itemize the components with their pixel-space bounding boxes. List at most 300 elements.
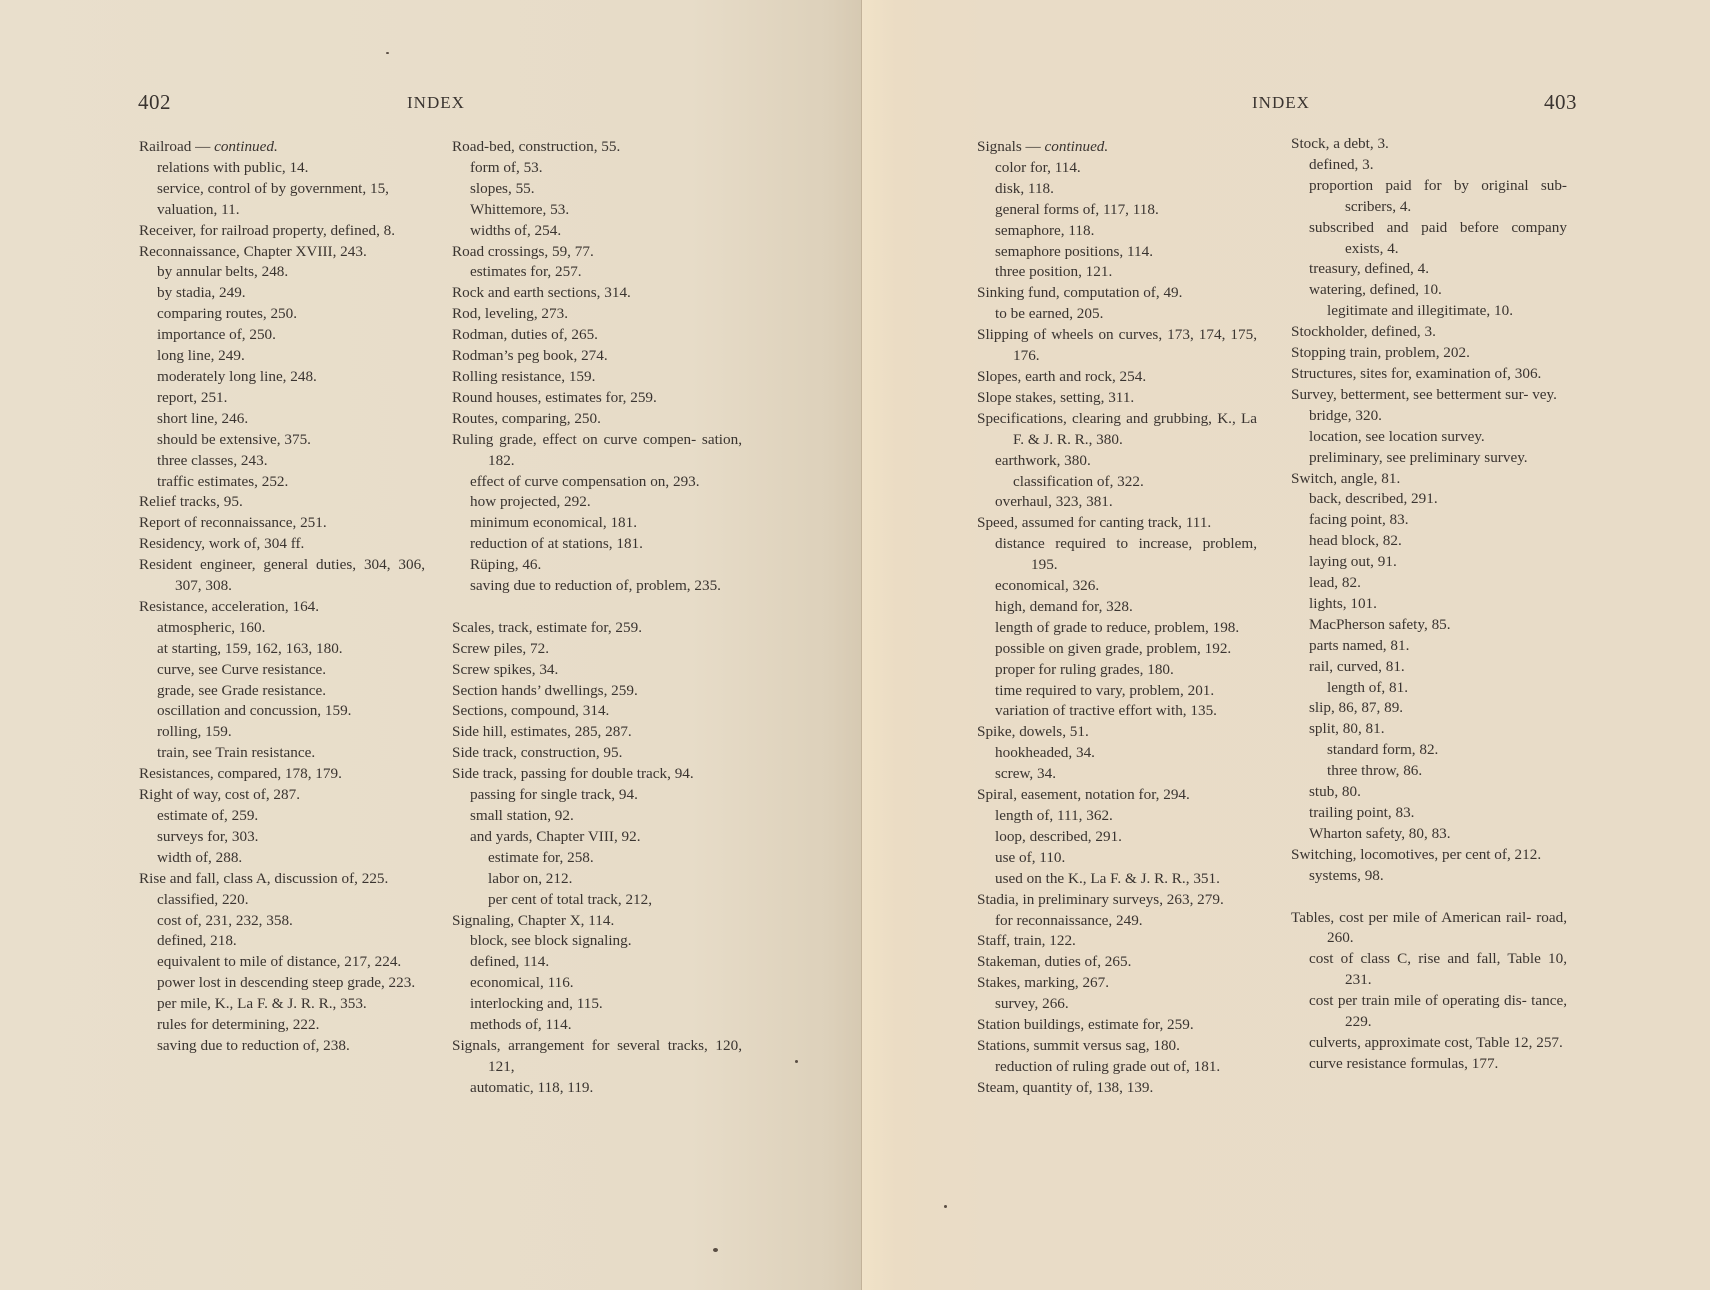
entry-text: effect of curve compensation on, 293. <box>470 472 700 490</box>
entry-text: grade, see Grade resistance. <box>157 681 327 699</box>
index-subentry <box>977 304 1257 325</box>
entry-text: Side track, construction, 95. <box>452 744 623 762</box>
index-heading <box>977 952 1257 973</box>
index-heading <box>139 869 425 890</box>
entry-text: automatic, 118, 119. <box>470 1078 594 1096</box>
index-heading <box>977 1036 1257 1057</box>
index-heading <box>139 492 425 513</box>
index-subentry <box>977 911 1257 932</box>
index-subentry <box>452 785 742 806</box>
entry-text: at starting, 159, 162, 163, 180. <box>157 639 343 657</box>
index-subentry <box>1291 866 1567 887</box>
entry-text: classification of, 322. <box>1013 472 1144 490</box>
entry-text: power lost in descending steep grade, 223. <box>157 974 416 992</box>
entry-text: by stadia, 249. <box>157 284 246 302</box>
entry-text: split, 80, 81. <box>1309 720 1385 738</box>
entry-text: Resistance, acceleration, 164. <box>139 597 320 615</box>
entry-text: Relief tracks, 95. <box>139 493 243 511</box>
index-subentry <box>977 869 1257 890</box>
index-heading <box>452 660 742 681</box>
index-subentry <box>977 262 1257 283</box>
index-subentry <box>977 681 1257 702</box>
index-heading <box>452 283 742 304</box>
index-subentry <box>1291 510 1567 531</box>
entry-text: Section hands’ dwellings, 259. <box>452 681 638 699</box>
entry-text: minimum economical, 181. <box>470 514 638 532</box>
index-heading <box>452 701 742 722</box>
index-subentry <box>977 534 1257 576</box>
index-subentry <box>977 743 1257 764</box>
entry-text: Signaling, Chapter X, 114. <box>452 911 615 929</box>
entry-text: passing for single track, 94. <box>470 786 638 804</box>
entry-text: by annular belts, 248. <box>157 263 289 281</box>
entry-text: block, see block signaling. <box>470 932 632 950</box>
entry-text: defined, 114. <box>470 953 550 971</box>
index-subsubentry <box>1291 761 1567 782</box>
entry-text: Rod, leveling, 273. <box>452 305 569 323</box>
entry-text: equivalent to mile of distance, 217, 224. <box>157 953 402 971</box>
index-subentry <box>977 200 1257 221</box>
index-heading <box>139 221 425 242</box>
letter-group-gap <box>1291 887 1567 908</box>
entry-text: cost per train mile of operating dis- tance, 229. <box>1309 992 1567 1031</box>
entry-text: Sinking fund, computation of, 49. <box>977 284 1183 302</box>
index-heading <box>139 764 425 785</box>
entry-text: relations with public, 14. <box>157 158 309 176</box>
entry-text: distance required to increase, problem, 195. <box>995 535 1257 574</box>
index-heading <box>452 618 742 639</box>
paper-speck <box>795 1060 798 1063</box>
index-heading <box>139 534 425 555</box>
index-heading <box>452 681 742 702</box>
entry-text: facing point, 83. <box>1309 511 1409 529</box>
entry-text: length of, 81. <box>1327 678 1408 696</box>
right-page-number: 403 <box>1544 90 1577 114</box>
entry-text: to be earned, 205. <box>995 305 1104 323</box>
index-subentry <box>452 1078 742 1099</box>
entry-text: Staff, train, 122. <box>977 932 1076 950</box>
entry-text: Structures, sites for, examination of, 306. <box>1291 364 1542 382</box>
index-heading <box>452 242 742 263</box>
index-subentry <box>139 848 425 869</box>
entry-text: Road-bed, construction, 55. <box>452 138 621 155</box>
entry-text: loop, described, 291. <box>995 827 1122 845</box>
paper-speck <box>944 1205 947 1208</box>
index-heading <box>977 409 1257 451</box>
entry-text: semaphore positions, 114. <box>995 242 1154 260</box>
entry-text: Reconnaissance, Chapter XVIII, 243. <box>139 242 367 260</box>
entry-text: Road crossings, 59, 77. <box>452 242 594 260</box>
entry-text: earthwork, 380. <box>995 451 1091 469</box>
entry-text: Side track, passing for double track, 94. <box>452 765 694 783</box>
entry-text: screw, 34. <box>995 765 1057 783</box>
entry-text: defined, 3. <box>1309 155 1374 173</box>
index-heading <box>1291 385 1567 406</box>
entry-text: three position, 121. <box>995 263 1113 281</box>
index-heading <box>139 597 425 618</box>
entry-text: high, demand for, 328. <box>995 597 1133 615</box>
entry-text: should be extensive, 375. <box>157 430 311 448</box>
entry-text: Routes, comparing, 250. <box>452 409 601 427</box>
entry-text: Sections, compound, 314. <box>452 702 610 720</box>
index-subentry <box>452 994 742 1015</box>
entry-text: cost of, 231, 232, 358. <box>157 911 293 929</box>
index-subentry <box>139 1015 425 1036</box>
index-subentry <box>977 827 1257 848</box>
index-heading <box>452 304 742 325</box>
entry-text: labor on, 212. <box>488 869 573 887</box>
entry-text: Station buildings, estimate for, 259. <box>977 1016 1194 1034</box>
index-heading <box>452 764 742 785</box>
entry-text: estimates for, 257. <box>470 263 582 281</box>
index-subentry <box>139 827 425 848</box>
index-subentry <box>139 304 425 325</box>
index-subentry <box>1291 949 1567 991</box>
index-heading <box>139 242 425 263</box>
index-heading <box>977 1078 1257 1099</box>
entry-text: lead, 82. <box>1309 574 1361 592</box>
index-subsubentry <box>977 472 1257 493</box>
entry-text: slopes, 55. <box>470 179 535 197</box>
index-subentry <box>139 200 425 221</box>
index-subentry <box>977 597 1257 618</box>
entry-text: report, 251. <box>157 388 228 406</box>
left-page-number: 402 <box>138 90 171 114</box>
index-heading <box>977 785 1257 806</box>
entry-text: use of, 110. <box>995 848 1066 866</box>
index-subentry <box>452 555 742 576</box>
entry-text: curve resistance formulas, 177. <box>1309 1054 1499 1072</box>
index-subentry <box>1291 406 1567 427</box>
index-subentry <box>139 994 425 1015</box>
entry-text: Survey, betterment, see betterment sur- vey. <box>1291 385 1557 403</box>
index-heading <box>452 639 742 660</box>
entry-text: used on the K., La F. & J. R. R., 351. <box>995 869 1220 887</box>
entry-text: time required to vary, problem, 201. <box>995 681 1215 699</box>
entry-text: semaphore, 118. <box>995 221 1095 239</box>
index-subentry <box>452 534 742 555</box>
entry-text: Ruling grade, effect on curve compen- sation, 182. <box>452 430 742 469</box>
entry-text: Screw spikes, 34. <box>452 660 559 678</box>
index-column-4 <box>1291 134 1567 1075</box>
index-heading <box>977 137 1257 158</box>
index-subsubentry <box>1291 301 1567 322</box>
index-subentry <box>1291 719 1567 740</box>
index-column-2 <box>452 137 742 1099</box>
entry-text: Receiver, for railroad property, defined, 8. <box>139 221 396 239</box>
entry-text: laying out, 91. <box>1309 553 1397 571</box>
entry-text: Spike, dowels, 51. <box>977 723 1089 741</box>
index-subentry <box>139 660 425 681</box>
index-subsubentry <box>1291 740 1567 761</box>
index-subentry <box>452 952 742 973</box>
entry-text: slip, 86, 87, 89. <box>1309 699 1404 717</box>
entry-text: Railroad — <box>139 138 215 155</box>
index-subentry <box>977 492 1257 513</box>
entry-text: parts named, 81. <box>1309 636 1410 654</box>
entry-text: Whittemore, 53. <box>470 200 570 218</box>
entry-text: head block, 82. <box>1309 532 1402 550</box>
index-column-3 <box>977 137 1257 1099</box>
index-heading <box>452 409 742 430</box>
entry-text: train, see Train resistance. <box>157 744 316 762</box>
index-subentry <box>452 221 742 242</box>
entry-text: defined, 218. <box>157 932 237 950</box>
entry-text: Round houses, estimates for, 259. <box>452 388 657 406</box>
index-heading <box>977 388 1257 409</box>
index-subentry <box>1291 657 1567 678</box>
index-subentry <box>977 221 1257 242</box>
index-subentry <box>977 660 1257 681</box>
entry-text: widths of, 254. <box>470 221 562 239</box>
index-subentry <box>1291 218 1567 260</box>
entry-text: Residency, work of, 304 ff. <box>139 535 305 553</box>
index-subentry <box>1291 1033 1567 1054</box>
index-subentry <box>977 158 1257 179</box>
entry-text: Rodman’s peg book, 274. <box>452 347 608 365</box>
index-subentry <box>139 346 425 367</box>
index-subentry <box>139 158 425 179</box>
index-subentry <box>1291 552 1567 573</box>
entry-text: interlocking and, 115. <box>470 995 603 1013</box>
entry-text: general forms of, 117, 118. <box>995 200 1159 218</box>
index-subentry <box>977 451 1257 472</box>
entry-text: disk, 118. <box>995 179 1054 197</box>
entry-text: rail, curved, 81. <box>1309 657 1405 675</box>
entry-text: for reconnaissance, 249. <box>995 911 1143 929</box>
index-subentry <box>977 1057 1257 1078</box>
entry-text: Signals — <box>977 138 1045 155</box>
index-heading <box>1291 908 1567 950</box>
index-heading <box>1291 469 1567 490</box>
entry-text: proper for ruling grades, 180. <box>995 660 1174 678</box>
entry-text: cost of class C, rise and fall, Table 10, 231. <box>1309 950 1567 989</box>
entry-text: stub, 80. <box>1309 783 1361 801</box>
entry-text: length of grade to reduce, problem, 198. <box>995 618 1240 636</box>
index-subentry <box>139 451 425 472</box>
entry-text: rules for determining, 222. <box>157 1016 320 1034</box>
index-subentry <box>139 973 425 994</box>
entry-text: treasury, defined, 4. <box>1309 260 1430 278</box>
entry-text: three classes, 243. <box>157 451 268 469</box>
index-subentry <box>1291 448 1567 469</box>
entry-text: legitimate and illegitimate, 10. <box>1327 302 1513 320</box>
index-subentry <box>452 492 742 513</box>
index-heading <box>1291 845 1567 866</box>
index-subentry <box>139 743 425 764</box>
index-subentry <box>977 806 1257 827</box>
index-heading <box>977 325 1257 367</box>
entry-text: Switch, angle, 81. <box>1291 469 1401 487</box>
entry-text: Rodman, duties of, 265. <box>452 326 598 344</box>
entry-text: systems, 98. <box>1309 866 1384 884</box>
index-subentry <box>977 701 1257 722</box>
entry-text: Right of way, cost of, 287. <box>139 786 300 804</box>
index-subentry <box>1291 155 1567 176</box>
index-subentry <box>452 513 742 534</box>
entry-text: proportion paid for by original sub- scribers, 4. <box>1309 176 1567 215</box>
index-heading <box>452 346 742 367</box>
entry-text: location, see location survey. <box>1309 427 1485 445</box>
paper-speck <box>713 1248 718 1252</box>
index-column-1 <box>139 137 425 1057</box>
entry-text: surveys for, 303. <box>157 827 259 845</box>
index-heading <box>977 722 1257 743</box>
entry-text: Stations, summit versus sag, 180. <box>977 1036 1180 1054</box>
entry-text: subscribed and paid before company exists, 4. <box>1309 218 1567 257</box>
entry-text: Wharton safety, 80, 83. <box>1309 824 1451 842</box>
right-page <box>862 0 1710 1290</box>
entry-text: survey, 266. <box>995 995 1069 1013</box>
index-heading <box>452 743 742 764</box>
index-heading <box>1291 322 1567 343</box>
entry-text: Slope stakes, setting, 311. <box>977 388 1135 406</box>
entry-text: per cent of total track, 212, <box>488 890 653 908</box>
index-heading <box>977 283 1257 304</box>
index-subsubentry <box>452 890 742 911</box>
entry-text: preliminary, see preliminary survey. <box>1309 448 1528 466</box>
index-subentry <box>977 994 1257 1015</box>
index-heading <box>452 137 742 158</box>
index-subentry <box>139 681 425 702</box>
entry-text: Stakes, marking, 267. <box>977 974 1110 992</box>
index-subentry <box>977 576 1257 597</box>
continued-label: continued. <box>1044 138 1109 155</box>
index-heading <box>139 785 425 806</box>
index-subentry <box>1291 259 1567 280</box>
index-heading <box>452 325 742 346</box>
index-heading <box>977 367 1257 388</box>
entry-text: Tables, cost per mile of American rail- road, 260. <box>1291 908 1567 947</box>
entry-text: reduction of ruling grade out of, 181. <box>995 1057 1221 1075</box>
entry-text: Rolling resistance, 159. <box>452 367 596 385</box>
index-heading <box>452 367 742 388</box>
entry-text: valuation, 11. <box>157 200 240 218</box>
index-subentry <box>452 827 742 848</box>
index-subentry <box>452 200 742 221</box>
index-heading <box>452 722 742 743</box>
letter-group-gap <box>452 597 742 618</box>
entry-text: Stock, a debt, 3. <box>1291 135 1389 152</box>
entry-text: Stopping train, problem, 202. <box>1291 344 1470 362</box>
index-subentry <box>139 472 425 493</box>
index-subentry <box>139 409 425 430</box>
index-heading <box>452 911 742 932</box>
entry-text: Rock and earth sections, 314. <box>452 284 631 302</box>
entry-text: back, described, 291. <box>1309 490 1438 508</box>
index-subentry <box>1291 531 1567 552</box>
entry-text: Spiral, easement, notation for, 294. <box>977 786 1190 804</box>
entry-text: culverts, approximate cost, Table 12, 257. <box>1309 1033 1563 1051</box>
index-subentry <box>452 931 742 952</box>
entry-text: and yards, Chapter VIII, 92. <box>470 827 641 845</box>
right-running-head: INDEX <box>1252 93 1310 112</box>
index-heading <box>977 890 1257 911</box>
index-subentry <box>139 1036 425 1057</box>
entry-text: economical, 326. <box>995 577 1100 595</box>
index-subentry <box>139 179 425 200</box>
index-subentry <box>1291 427 1567 448</box>
entry-text: length of, 111, 362. <box>995 807 1113 824</box>
entry-text: Slipping of wheels on curves, 173, 174, 175, 176. <box>977 326 1257 365</box>
entry-text: standard form, 82. <box>1327 741 1439 759</box>
entry-text: comparing routes, 250. <box>157 305 298 323</box>
entry-text: three throw, 86. <box>1327 762 1423 780</box>
entry-text: how projected, 292. <box>470 493 591 511</box>
index-subentry <box>139 931 425 952</box>
index-subentry <box>139 388 425 409</box>
index-heading <box>977 973 1257 994</box>
index-subentry <box>139 701 425 722</box>
index-heading <box>977 513 1257 534</box>
index-subentry <box>452 806 742 827</box>
index-subentry <box>452 973 742 994</box>
entry-text: Stockholder, defined, 3. <box>1291 323 1436 341</box>
index-subentry <box>977 242 1257 263</box>
index-subentry <box>977 848 1257 869</box>
index-subentry <box>1291 803 1567 824</box>
entry-text: moderately long line, 248. <box>157 367 317 385</box>
entry-text: possible on given grade, problem, 192. <box>995 639 1232 657</box>
entry-text: estimate of, 259. <box>157 807 259 824</box>
entry-text: Switching, locomotives, per cent of, 212. <box>1291 845 1542 863</box>
entry-text: rolling, 159. <box>157 723 232 741</box>
entry-text: oscillation and concussion, 159. <box>157 702 352 720</box>
entry-text: Resistances, compared, 178, 179. <box>139 765 342 783</box>
index-subentry <box>452 576 742 597</box>
entry-text: small station, 92. <box>470 806 574 824</box>
entry-text: economical, 116. <box>470 974 574 992</box>
entry-text: methods of, 114. <box>470 1016 572 1034</box>
entry-text: Rüping, 46. <box>470 556 542 574</box>
index-subentry <box>977 639 1257 660</box>
entry-text: Steam, quantity of, 138, 139. <box>977 1078 1154 1096</box>
entry-text: Side hill, estimates, 285, 287. <box>452 723 632 741</box>
entry-text: Scales, track, estimate for, 259. <box>452 618 643 636</box>
entry-text: Signals, arrangement for several tracks, 120, 121, <box>452 1036 742 1075</box>
index-heading <box>452 1036 742 1078</box>
index-heading <box>139 513 425 534</box>
index-subentry <box>139 952 425 973</box>
index-heading <box>977 931 1257 952</box>
entry-text: per mile, K., La F. & J. R. R., 353. <box>157 995 367 1013</box>
index-subentry <box>139 890 425 911</box>
entry-text: hookheaded, 34. <box>995 744 1095 762</box>
index-subentry <box>1291 782 1567 803</box>
entry-text: saving due to reduction of, 238. <box>157 1036 350 1054</box>
paper-speck <box>386 52 389 54</box>
index-subentry <box>452 179 742 200</box>
index-subentry <box>977 618 1257 639</box>
index-subentry <box>1291 176 1567 218</box>
continued-label: continued. <box>214 138 278 155</box>
left-running-head: INDEX <box>407 93 465 112</box>
entry-text: reduction of at stations, 181. <box>470 535 643 553</box>
entry-text: Report of reconnaissance, 251. <box>139 514 327 532</box>
entry-text: saving due to reduction of, problem, 235. <box>470 577 721 595</box>
entry-text: Speed, assumed for canting track, 111. <box>977 514 1212 532</box>
index-heading <box>452 388 742 409</box>
index-subsubentry <box>1291 678 1567 699</box>
index-subentry <box>1291 489 1567 510</box>
entry-text: Screw piles, 72. <box>452 639 550 657</box>
entry-text: watering, defined, 10. <box>1309 281 1442 299</box>
index-subentry <box>1291 594 1567 615</box>
entry-text: width of, 288. <box>157 848 243 866</box>
index-subentry <box>1291 615 1567 636</box>
index-heading <box>1291 134 1567 155</box>
entry-text: Stakeman, duties of, 265. <box>977 953 1132 971</box>
